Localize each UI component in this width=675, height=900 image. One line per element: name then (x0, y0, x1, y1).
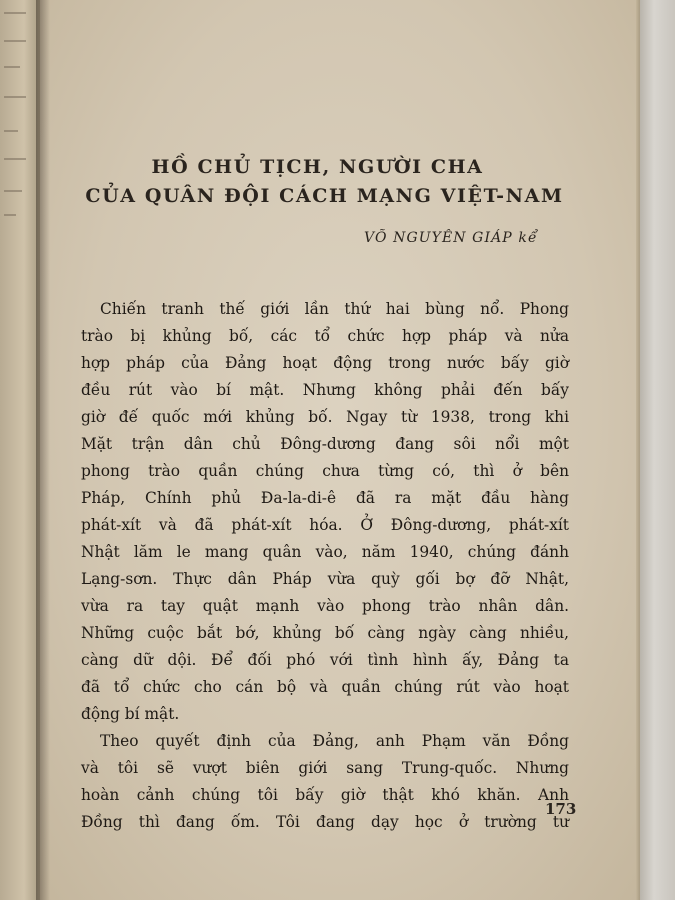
author-byline: VÕ NGUYÊN GIÁP kể (364, 230, 538, 246)
previous-page-edge (0, 0, 40, 900)
text-line: vừa ra tay quật mạnh vào phong trào nhân dân. (81, 597, 569, 615)
text-line: và tôi sẽ vượt biên giới sang Trung-quốc. Nhưng (81, 759, 569, 777)
text-line: giờ đế quốc mới khủng bố. Ngay từ 1938, trong khi (81, 408, 569, 426)
text-line: Lạng-sơn. Thực dân Pháp vừa quỳ gối bợ đỡ Nhật, (81, 570, 569, 588)
text-line: phát-xít và đã phát-xít hóa. Ở Đông-dương, phát-xít (81, 516, 569, 534)
paragraph-1 (81, 296, 569, 728)
chapter-title-line-2: CỦA QUÂN ĐỘI CÁCH MẠNG VIỆT-NAM (85, 185, 564, 207)
text-line: Pháp, Chính phủ Đa-la-di-ê đã ra mặt đầu hàng (81, 489, 569, 507)
chapter-title-line-1: HỒ CHỦ TỊCH, NGƯỜI CHA (151, 156, 484, 178)
paragraph-2 (81, 728, 569, 836)
text-line: Đồng thì đang ốm. Tôi đang dạy học ở trường tư (81, 813, 569, 831)
text-line: đều rút vào bí mật. Nhưng không phải đến bấy (81, 381, 569, 399)
text-line: phong trào quần chúng chưa từng có, thì ở bên (81, 462, 569, 480)
text-line: Nhật lăm le mang quân vào, năm 1940, chúng đánh (81, 543, 569, 561)
text-line: trào bị khủng bố, các tổ chức hợp pháp và nửa (81, 327, 569, 345)
text-line: càng dữ dội. Để đối phó với tình hình ấy, Đảng ta (81, 651, 569, 669)
page-number: 173 (545, 800, 577, 818)
text-line: Những cuộc bắt bớ, khủng bố càng ngày càng nhiều, (81, 624, 569, 642)
text-line: Chiến tranh thế giới lần thứ hai bùng nổ. Phong (100, 300, 569, 318)
gutter-shadow (36, 0, 50, 900)
body-text (81, 296, 569, 836)
background-surface (640, 0, 675, 900)
text-line: động bí mật. (81, 705, 180, 723)
text-line: hoàn cảnh chúng tôi bấy giờ thật khó khăn. Anh (81, 786, 569, 804)
text-line: Theo quyết định của Đảng, anh Phạm văn Đồng (100, 732, 569, 750)
text-line: đã tổ chức cho cán bộ và quần chúng rút vào hoạt (81, 678, 569, 696)
text-line: Mặt trận dân chủ Đông-dương đang sôi nổi một (81, 435, 569, 453)
text-line: hợp pháp của Đảng hoạt động trong nước bấy giờ (81, 354, 569, 372)
